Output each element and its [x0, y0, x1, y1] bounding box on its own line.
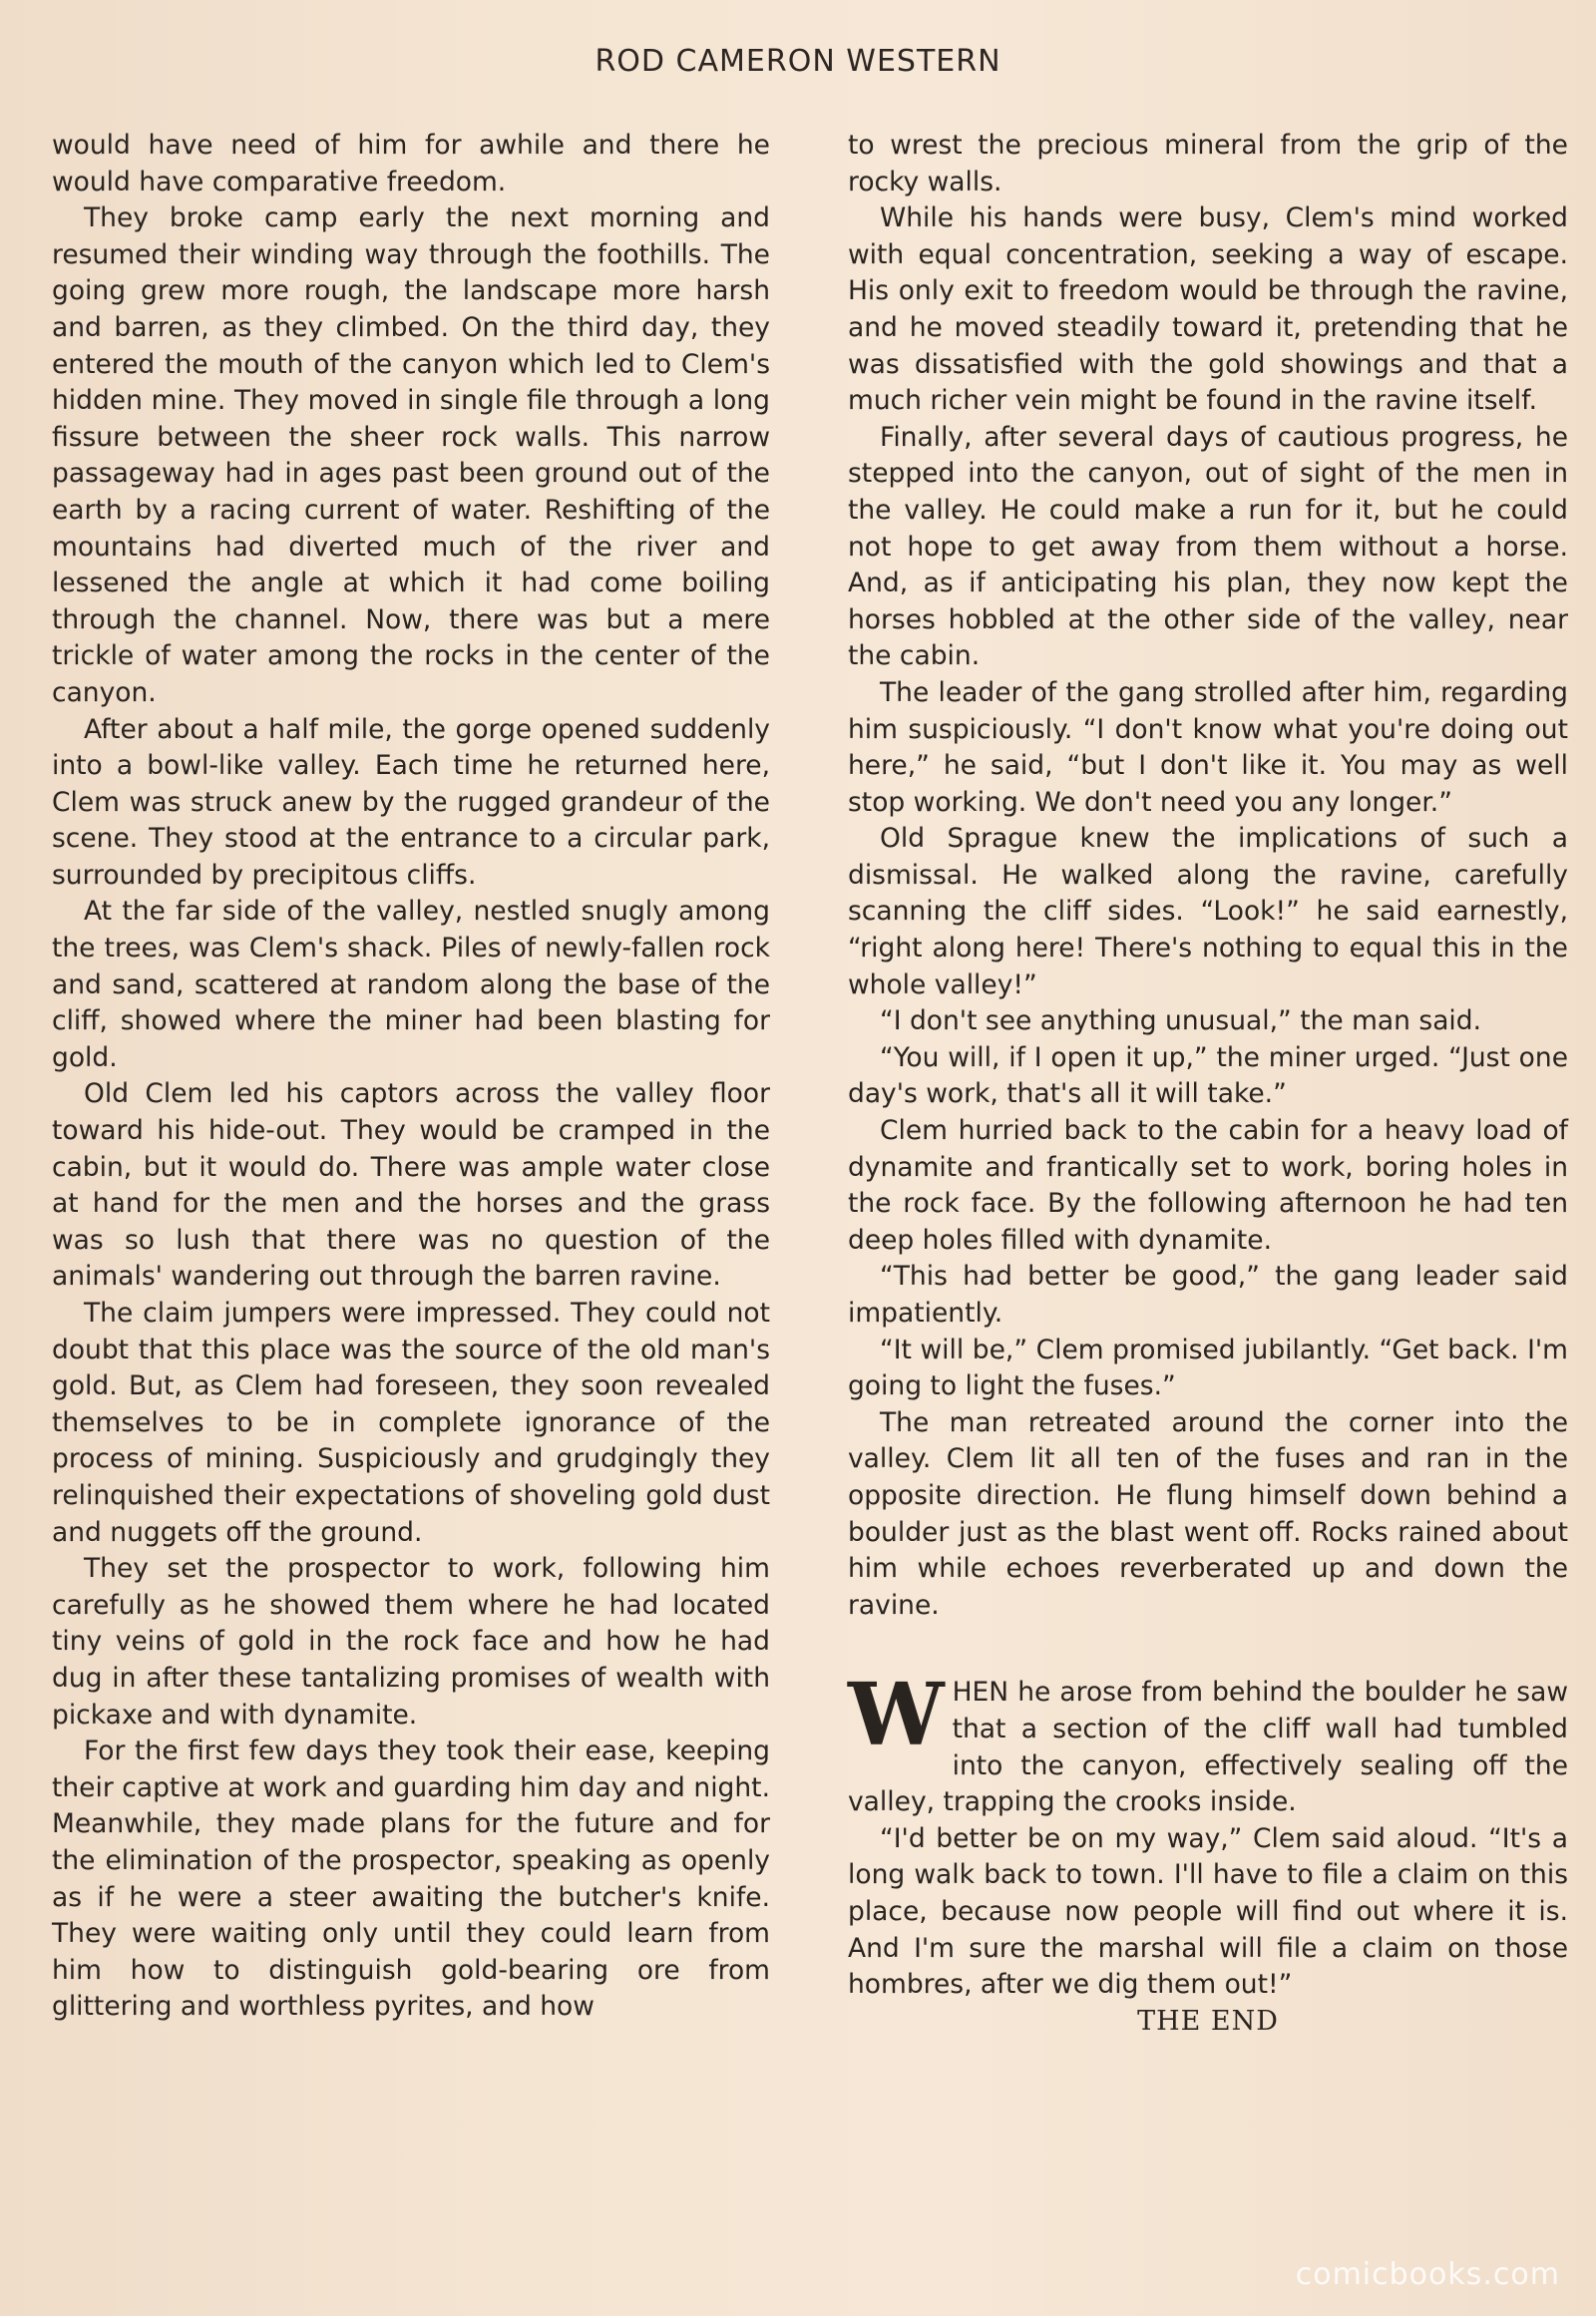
site-watermark: comicbooks.com — [1295, 2257, 1560, 2292]
dropcap-paragraph-text: HEN he arose from behind the boulder he saw that a section of the cliff wall had tumbled into the canyon, effectively sealing off the valley, trapping the crooks inside. — [848, 1677, 1568, 1818]
paragraph: While his hands were busy, Clem's mind worked with equal concentration, seeking a way of escape. His only exit to freedom would be through the ravine, and he moved steadily toward it, pretending that he was dissatisfied with the gold showings and that a much richer vein might be found in the ravine itself. — [848, 202, 1568, 417]
paragraph: Old Sprague knew the implications of such a dismissal. He walked along the ravine, carefully scanning the cliff sides. “Look!” he said earnestly, “right along here! There's nothing to equal this in the whole valley!” — [848, 823, 1568, 1000]
paragraph: “This had better be good,” the gang leader said impatiently. — [848, 1261, 1568, 1329]
paragraph: They broke camp early the next morning and resumed their winding way through the foothills. The going grew more rough, the landscape more harsh and barren, as they climbed. On the third day, they entered the mouth of the canyon which led to Clem's hidden mine. They moved in single file through a long fissure between the sheer rock walls. This narrow passageway had in ages past been ground out of the earth by a racing current of water. Reshifting of the mountains had diverted much of the river and lessened the angle at which it had come boiling through the channel. Now, there was but a mere trickle of water among the rocks in the center of the canyon. — [52, 202, 770, 708]
section-break — [848, 1624, 1568, 1675]
paragraph: The claim jumpers were impressed. They could not doubt that this place was the source of the old man's gold. But, as Clem had foreseen, they soon revealed themselves to be in complete ignorance of the process of mining. Suspiciously and grudgingly they relinquished their expectations of shoveling gold dust and nuggets off the ground. — [52, 1298, 770, 1548]
paragraph: The leader of the gang strolled after him, regarding him suspiciously. “I don't know what you're doing out here,” he said, “but I don't like it. You may as well stop working. We don't need you any longer.” — [848, 676, 1568, 818]
paragraph: Old Clem led his captors across the valley floor toward his hide-out. They would be cramped in the cabin, but it would do. There was ample water close at hand for the men and the horses and the grass was so lush that there was no question of the animals' wandering out through the barren ravine. — [52, 1078, 770, 1293]
drop-cap: W — [848, 1665, 945, 1766]
paragraph: Clem hurried back to the cabin for a heavy load of dynamite and frantically set to work, boring holes in the rock face. By the following afternoon he had ten deep holes filled with dynamite. — [848, 1115, 1568, 1256]
paragraph: to wrest the precious mineral from the grip of the rocky walls. — [848, 130, 1568, 197]
paragraph: At the far side of the valley, nestled snugly among the trees, was Clem's shack. Piles of newly-fallen rock and sand, scattered at random along the base of the cliff, showed where the miner had been blasting for gold. — [52, 896, 770, 1073]
paragraph: Finally, after several days of cautious progress, he stepped into the canyon, out of sight of the men in the valley. He could make a run for it, but he could not hope to get away from them without a horse. And, as if anticipating his plan, they now kept the horses hobbled at the other side of the valley, near the cabin. — [848, 421, 1568, 672]
paragraph: “It will be,” Clem promised jubilantly. “Get back. I'm going to light the fuses.” — [848, 1334, 1568, 1402]
paragraph: The man retreated around the corner into the valley. Clem lit all ten of the fuses and ran in the opposite direction. He flung himself down behind a boulder just as the blast went off. Rocks rained about him while echoes reverberated up and down the ravine. — [848, 1406, 1568, 1621]
left-column — [52, 128, 770, 2026]
running-header: ROD CAMERON WESTERN — [595, 44, 1001, 79]
paragraph: “You will, if I open it up,” the miner urged. “Just one day's work, that's all it will take.” — [848, 1041, 1568, 1110]
paragraph: They set the prospector to work, following him carefully as he showed them where he had located tiny veins of gold in the rock face and how he had dug in after these tantalizing promises of wealth with pickaxe and with dynamite. — [52, 1553, 770, 1731]
dropcap-paragraph — [848, 1665, 1568, 1820]
right-column — [848, 128, 1568, 2040]
paragraph: For the first few days they took their ease, keeping their captive at work and guarding him day and night. Meanwhile, they made plans for the future and for the elimination of the prospector, speaking as openly as if he were a steer awaiting the butcher's knife. They were waiting only until they could learn from him how to distinguish gold-bearing ore from glittering and worthless pyrites, and how — [52, 1736, 770, 2023]
the-end-mark: THE END — [1137, 2005, 1279, 2037]
paragraph: After about a half mile, the gorge opened suddenly into a bowl-like valley. Each time he returned here, Clem was struck anew by the rugged grandeur of the scene. They stood at the entrance to a circular park, surrounded by precipitous cliffs. — [52, 713, 770, 891]
paragraph: “I don't see anything unusual,” the man said. — [880, 1005, 1482, 1037]
paragraph: “I'd better be on my way,” Clem said aloud. “It's a long walk back to town. I'll have to file a claim on this place, because now people will find out where it is. And I'm sure the marshal will file a claim on those hombres, after we dig them out!” — [848, 1822, 1568, 2001]
paragraph: would have need of him for awhile and there he would have comparative freedom. — [52, 130, 770, 197]
